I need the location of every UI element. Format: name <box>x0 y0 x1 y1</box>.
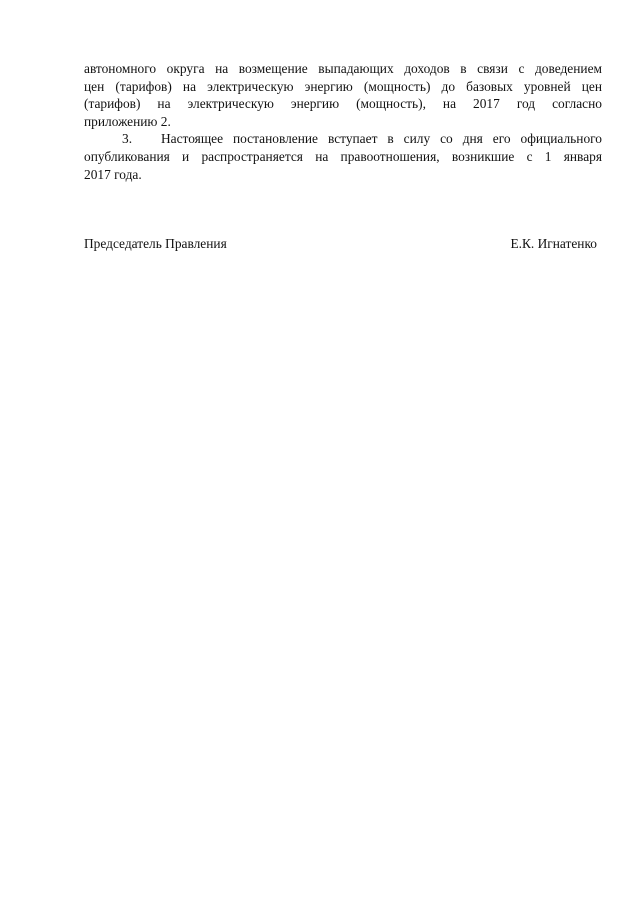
signature-block <box>84 235 597 253</box>
paragraph-continuation <box>84 60 602 130</box>
text-line: 2017 года. <box>84 166 142 182</box>
item-3-first-line <box>84 130 602 148</box>
text-line: автономного округа на возмещение выпадающих доходов в связи с доведением <box>84 61 602 76</box>
item-3-paragraph <box>84 130 602 183</box>
signatory-name: Е.К. Игнатенко <box>510 236 597 251</box>
text-line: приложению 2. <box>84 113 171 129</box>
text-line: цен (тарифов) на электрическую энергию (мощность) до базовых уровней цен <box>84 78 602 94</box>
text-line: (тарифов) на электрическую энергию (мощность), на 2017 год согласно <box>84 96 602 112</box>
text-line: Настоящее постановление вступает в силу со дня его официального <box>161 131 602 147</box>
item-number: 3. <box>122 131 133 147</box>
document-body <box>84 60 602 183</box>
signatory-title: Председатель Правления <box>84 236 227 251</box>
text-line: опубликования и распространяется на правоотношения, возникшие с 1 января <box>84 148 602 164</box>
